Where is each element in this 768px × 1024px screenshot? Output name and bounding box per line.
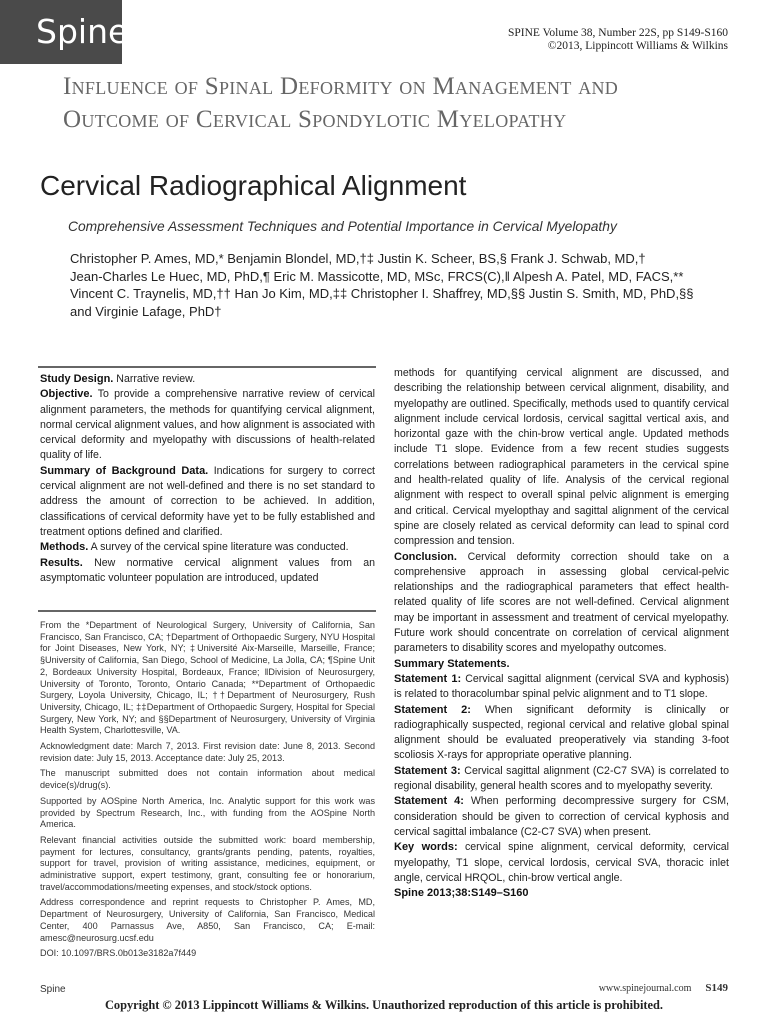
abstract-background: Summary of Background Data. Indications for surgery to correct cervical alignment are not well-defined and there is no set standard to address the amount of correction to be achieved. In addition, classifications of cervical deformity have yet to be fully established and treatment options defined and clarified. [40,464,375,538]
series-title-line-2: Outcome of Cervical Spondylotic Myelopathy [63,106,567,133]
page-number: S149 [705,982,728,994]
copyright-notice: Copyright © 2013 Lippincott Williams & Wilkins. Unauthorized reproduction of this article is prohibited. [104,998,664,1012]
statement-1: Statement 1: Cervical sagittal alignment (cervical SVA and kyphosis) is related to thoracolumbar spinal pelvic alignment and to T1 slope. [394,672,729,701]
abstract-bottom-rule [38,610,376,612]
funding-statement: Supported by AOSpine North America, Inc. Analytic support for this work was provided by Spectrum Research, Inc., with funding from the AOSpine North America. [40,795,375,830]
correspondence-address: Address correspondence and reprint requests to Christopher P. Ames, MD, Department of Neurosurgery, University of California, San Francisco, Medical Center, 400 Parnassus Ave, A850, San Francisco, CA; E-mail: amesc@neurosurg.ucsf.edu [40,897,375,943]
author-line: Vincent C. Traynelis, MD,†† Han Jo Kim, MD,‡‡ Christopher I. Shaffrey, MD,§§ Justin S. Smith, MD, PhD,§§ [70,286,694,301]
abstract-results: Results. New normative cervical alignment values from an asymptomatic volunteer population are introduced, updated [40,556,375,584]
author-list [70,250,750,320]
abstract-objective: Objective. To provide a comprehensive narrative review of cervical alignment parameters, the methods for quantifying cervical alignment, normal cervical alignment values, and how alignment is associated with cervical deformity and myelopathy with discussions of health-related quality of life. [40,388,375,462]
footer-journal-name: Spine [40,984,66,995]
journal-logo: Spine [0,0,122,64]
author-line: Christopher P. Ames, MD,* Benjamin Blondel, MD,†‡ Justin K. Scheer, BS,§ Frank J. Schwab, MD,† [70,251,646,266]
abstract-left-column [40,372,375,586]
author-line: Jean-Charles Le Huec, MD, PhD,¶ Eric M. Massicotte, MD, MSc, FRCS(C),‖ Alpesh A. Patel, MD, FACS,** [70,268,684,284]
abstract-right-column [394,366,729,901]
journal-meta [508,27,728,53]
summary-statements-heading: Summary Statements. [394,657,510,670]
abstract-results-continued: methods for quantifying cervical alignment are discussed, and describing the relationship between cervical alignment, disability, and myelopathy are outlined. Specifically, methods used to quantify cervical alignment include cervical lordosis, cervical sagittal vertical axis, and horizontal gaze with the chin-brow vertical angle. Updated methods include T1 slope. Evidence from a few recent studies suggests correlations between radiographical parameters in the cervical spine and health-related quality of life. Analysis of the cervical regional alignment with respect to overall spinal pelvic alignment is emerging and critical. Cervical myelopthay and sagittal alignment of the cervical spine are closely related as cervical deformity can lead to spinal cord compression and tension. [394,367,729,548]
device-statement: The manuscript submitted does not contain information about medical device(s)/drug(s). [40,768,375,791]
series-title-line-1: Influence of Spinal Deformity on Management and [63,73,619,100]
footer-right [599,982,728,994]
journal-volume-line: SPINE Volume 38, Number 22S, pp S149-S160 [507,27,728,39]
article-subtitle: Comprehensive Assessment Techniques and Potential Importance in Cervical Myelopathy [68,219,617,234]
statement-2: Statement 2: When significant deformity is clinically or radiographically suspected, regional cervical and relative global spinal alignment should be evaluated preoperatively via standing 3-foot scoliosis X-rays for appropriate operative planning. [394,703,729,762]
statement-3: Statement 3: Cervical sagittal alignment (C2-C7 SVA) is correlated to regional disability, general health scores and to myelopathy severity. [394,764,729,793]
citation: Spine 2013;38:S149–S160 [394,887,529,900]
abstract-conclusion: Conclusion. Cervical deformity correction should take on a comprehensive approach in assessing global cervical-pelvic relationships and the radiographical parameters that effect health-related quality of life scores are not well-defined. Cervical alignment may be important in assessment and treatment of cervical myelopathy. Future work should concentrate on correlation of cervical alignment parameters to disability scores and myelopathy outcomes. [394,550,729,655]
abstract-methods: Methods. A survey of the cervical spine literature was conducted. [40,541,349,554]
key-words: Key words: cervical spine alignment, cervical deformity, cervical myelopathy, T1 slope, cervical lordosis, cervical SVA, thoracic inlet angle, cervical HRQOL, chin-brow vertical angle. [394,841,730,884]
financial-disclosure: Relevant financial activities outside the submitted work: board membership, payment for lectures, consultancy, grants/grants pending, patents, royalties, support for travel, provision of writing assistance, medicines, equipment, or administrative support, expert testimony, grant, consulting fee or honorarium, travel/accommodations/meeting expenses, and stock/stock options. [40,834,375,892]
affiliations-block [40,620,375,964]
author-line: and Virginie Lafage, PhD† [70,303,222,319]
abstract-top-rule [38,366,376,368]
footer-website-link[interactable]: www.spinejournal.com [598,983,692,994]
doi: DOI: 10.1097/BRS.0b013e3182a7f449 [40,948,197,959]
statement-4: Statement 4: When performing decompressive surgery for CSM, consideration should be given to correction of cervical kyphosis and cervical sagittal imbalance (C2-C7 SVA) when present. [394,795,729,838]
article-title: Cervical Radiographical Alignment [40,170,467,201]
affiliations: From the *Department of Neurological Surgery, University of California, San Francisco, San Francisco, CA; †Department of Orthopaedic Surgery, NYU Hospital for Joint Diseases, New York, NY; ‡Université Aix-Marseille, Marseille, France; §University of California, San Diego, School of Medicine, La Jolla, CA; ¶Spine Unit 2, Bordeaux University Hospital, Bordeaux, France; ‖Division of Neurosurgery, University of Toronto, Toronto, Ontario Canada; **Department of Orthopaedic Surgery, Loyola University, Chicago, IL; ††Department of Neurosurgery, Rush University, Chicago, IL; ‡‡Department of Orthopaedic Surgery, Hospital for Special Surgery, New York, NY; and §§Department of Neurosurgery, University of Virginia Health System, Charlottesville, VA. [40,620,375,736]
journal-copyright-line: ©2013, Lippincott Williams & Wilkins [547,40,728,52]
abstract-study-design: Study Design. Narrative review. [40,373,196,385]
series-title [63,70,743,136]
acknowledgment-dates: Acknowledgment date: March 7, 2013. First revision date: June 8, 2013. Second revision date: July 15, 2013. Acceptance date: July 25, 2013. [40,741,375,763]
